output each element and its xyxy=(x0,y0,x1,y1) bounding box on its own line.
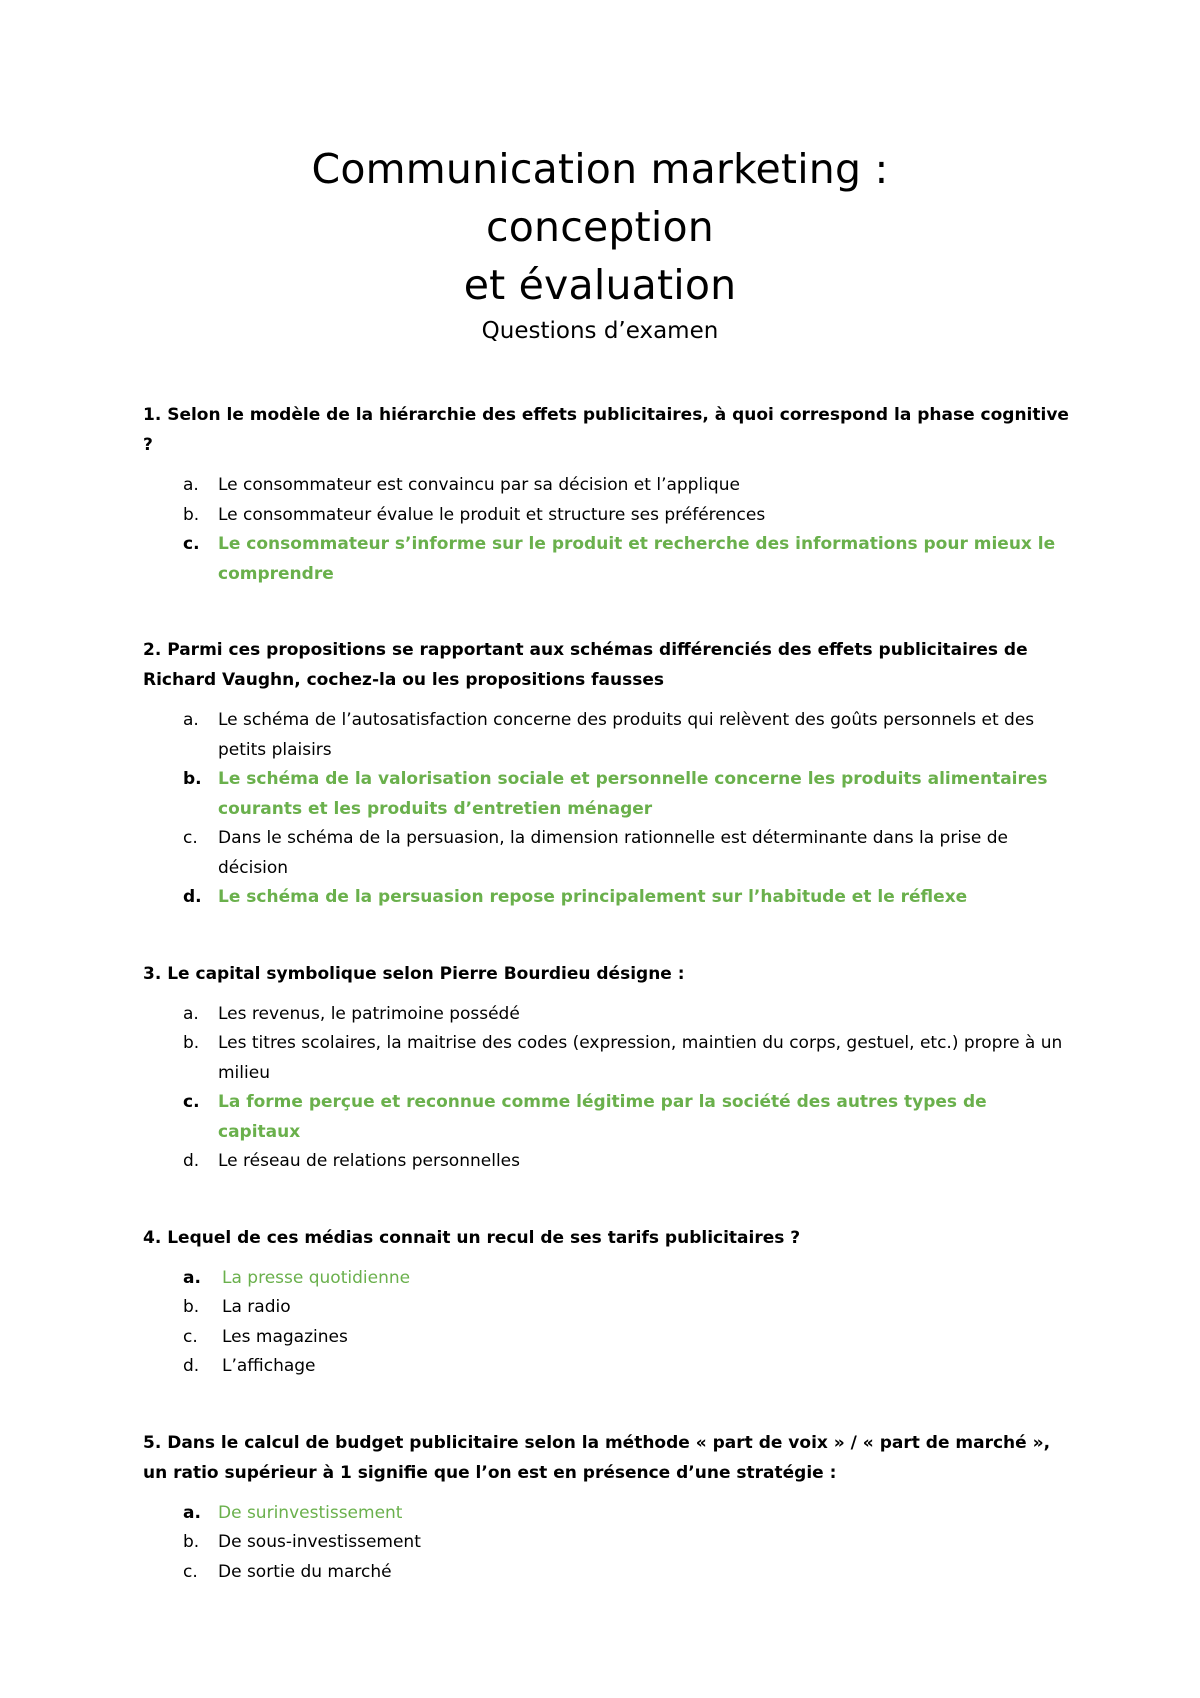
question-5 xyxy=(143,1428,1073,1588)
option-list xyxy=(143,471,1073,589)
title-line-1: Communication marketing : xyxy=(311,145,889,193)
option-letter: b. xyxy=(183,1297,200,1317)
option-c-correct xyxy=(143,530,1073,589)
option-letter: d. xyxy=(183,1151,200,1171)
question-text: 3. Le capital symbolique selon Pierre Bourdieu désigne : xyxy=(143,963,685,984)
question-1 xyxy=(143,400,1073,589)
option-text: Les revenus, le patrimoine possédé xyxy=(218,1003,520,1024)
option-text: Les titres scolaires, la maitrise des codes (expression, maintien du corps, gestuel, etc.) propre à un milieu xyxy=(218,1033,1063,1083)
option-text: Le réseau de relations personnelles xyxy=(218,1151,520,1171)
question-text: 2. Parmi ces propositions se rapportant aux schémas différenciés des effets publicitaires de Richard Vaughn, cochez-la ou les propositions fausses xyxy=(143,640,1028,690)
title-line-2: conception xyxy=(486,203,714,251)
question-text: 1. Selon le modèle de la hiérarchie des effets publicitaires, à quoi correspond la phase cognitive ? xyxy=(143,405,1069,455)
option-letter: c. xyxy=(183,1092,200,1112)
option-letter: a. xyxy=(183,1267,201,1288)
option-text: Dans le schéma de la persuasion, la dimension rationnelle est déterminante dans la prise de décision xyxy=(218,828,1009,878)
option-a xyxy=(143,706,1073,765)
option-letter: a. xyxy=(183,710,199,730)
option-letter: d. xyxy=(183,1356,200,1376)
option-letter: c. xyxy=(183,1561,198,1582)
option-a xyxy=(143,1000,1073,1030)
option-letter: b. xyxy=(183,504,200,525)
option-letter: d. xyxy=(183,887,202,907)
option-c xyxy=(143,1558,1073,1588)
option-c-correct xyxy=(143,1088,1073,1147)
option-text: La radio xyxy=(222,1297,291,1317)
option-text: De sous-investissement xyxy=(218,1532,421,1552)
option-letter: c. xyxy=(183,828,198,848)
option-b xyxy=(143,1528,1073,1558)
option-letter: b. xyxy=(183,769,202,789)
option-text: La presse quotidienne xyxy=(222,1267,411,1288)
option-d-correct xyxy=(143,883,1073,913)
option-text: Les magazines xyxy=(222,1326,348,1347)
question-text: 5. Dans le calcul de budget publicitaire selon la méthode « part de voix » / « part de marché », un ratio supérieur à 1 signifie que l’on est en présence d’une stratégie : xyxy=(143,1432,1051,1483)
option-b xyxy=(143,1029,1073,1088)
option-text: De sortie du marché xyxy=(218,1561,392,1582)
option-text: L’affichage xyxy=(222,1356,316,1376)
option-letter: b. xyxy=(183,1532,200,1552)
question-text: 4. Lequel de ces médias connait un recul de ses tarifs publicitaires ? xyxy=(143,1227,801,1248)
option-text: Le consommateur est convaincu par sa décision et l’applique xyxy=(218,475,740,495)
option-b-correct xyxy=(143,765,1073,824)
title-line-3: et évaluation xyxy=(463,261,737,309)
option-a xyxy=(143,471,1073,501)
question-2 xyxy=(143,635,1073,913)
option-a-correct xyxy=(143,1264,1073,1294)
option-list xyxy=(143,706,1073,913)
option-b xyxy=(143,1293,1073,1323)
title-block xyxy=(0,140,1200,346)
option-letter: c. xyxy=(183,534,200,554)
option-list xyxy=(143,1000,1073,1177)
option-c xyxy=(143,1323,1073,1353)
option-b xyxy=(143,501,1073,531)
option-text: De surinvestissement xyxy=(218,1502,403,1523)
option-letter: a. xyxy=(183,475,199,495)
question-3 xyxy=(143,959,1073,1177)
option-d xyxy=(143,1147,1073,1177)
questions-list xyxy=(143,400,1073,1633)
question-4 xyxy=(143,1223,1073,1382)
option-text: Le schéma de la persuasion repose principalement sur l’habitude et le réflexe xyxy=(218,887,968,907)
option-list xyxy=(143,1264,1073,1382)
option-letter: c. xyxy=(183,1326,198,1347)
option-letter: a. xyxy=(183,1502,201,1523)
option-letter: b. xyxy=(183,1033,200,1053)
option-text: Le consommateur s’informe sur le produit et recherche des informations pour mieux le comprendre xyxy=(218,534,1056,584)
option-text: La forme perçue et reconnue comme légitime par la société des autres types de capitaux xyxy=(218,1092,987,1142)
option-c xyxy=(143,824,1073,883)
option-text: Le schéma de la valorisation sociale et personnelle concerne les produits alimentaires courants et les produits d’entretien ménager xyxy=(218,769,1048,819)
option-text: Le schéma de l’autosatisfaction concerne des produits qui relèvent des goûts personnels et des petits plaisirs xyxy=(218,710,1035,760)
option-letter: a. xyxy=(183,1003,199,1024)
option-text: Le consommateur évalue le produit et structure ses préférences xyxy=(218,504,766,525)
option-a-correct xyxy=(143,1499,1073,1529)
subtitle: Questions d’examen xyxy=(481,318,719,344)
option-d xyxy=(143,1352,1073,1382)
option-list xyxy=(143,1499,1073,1588)
